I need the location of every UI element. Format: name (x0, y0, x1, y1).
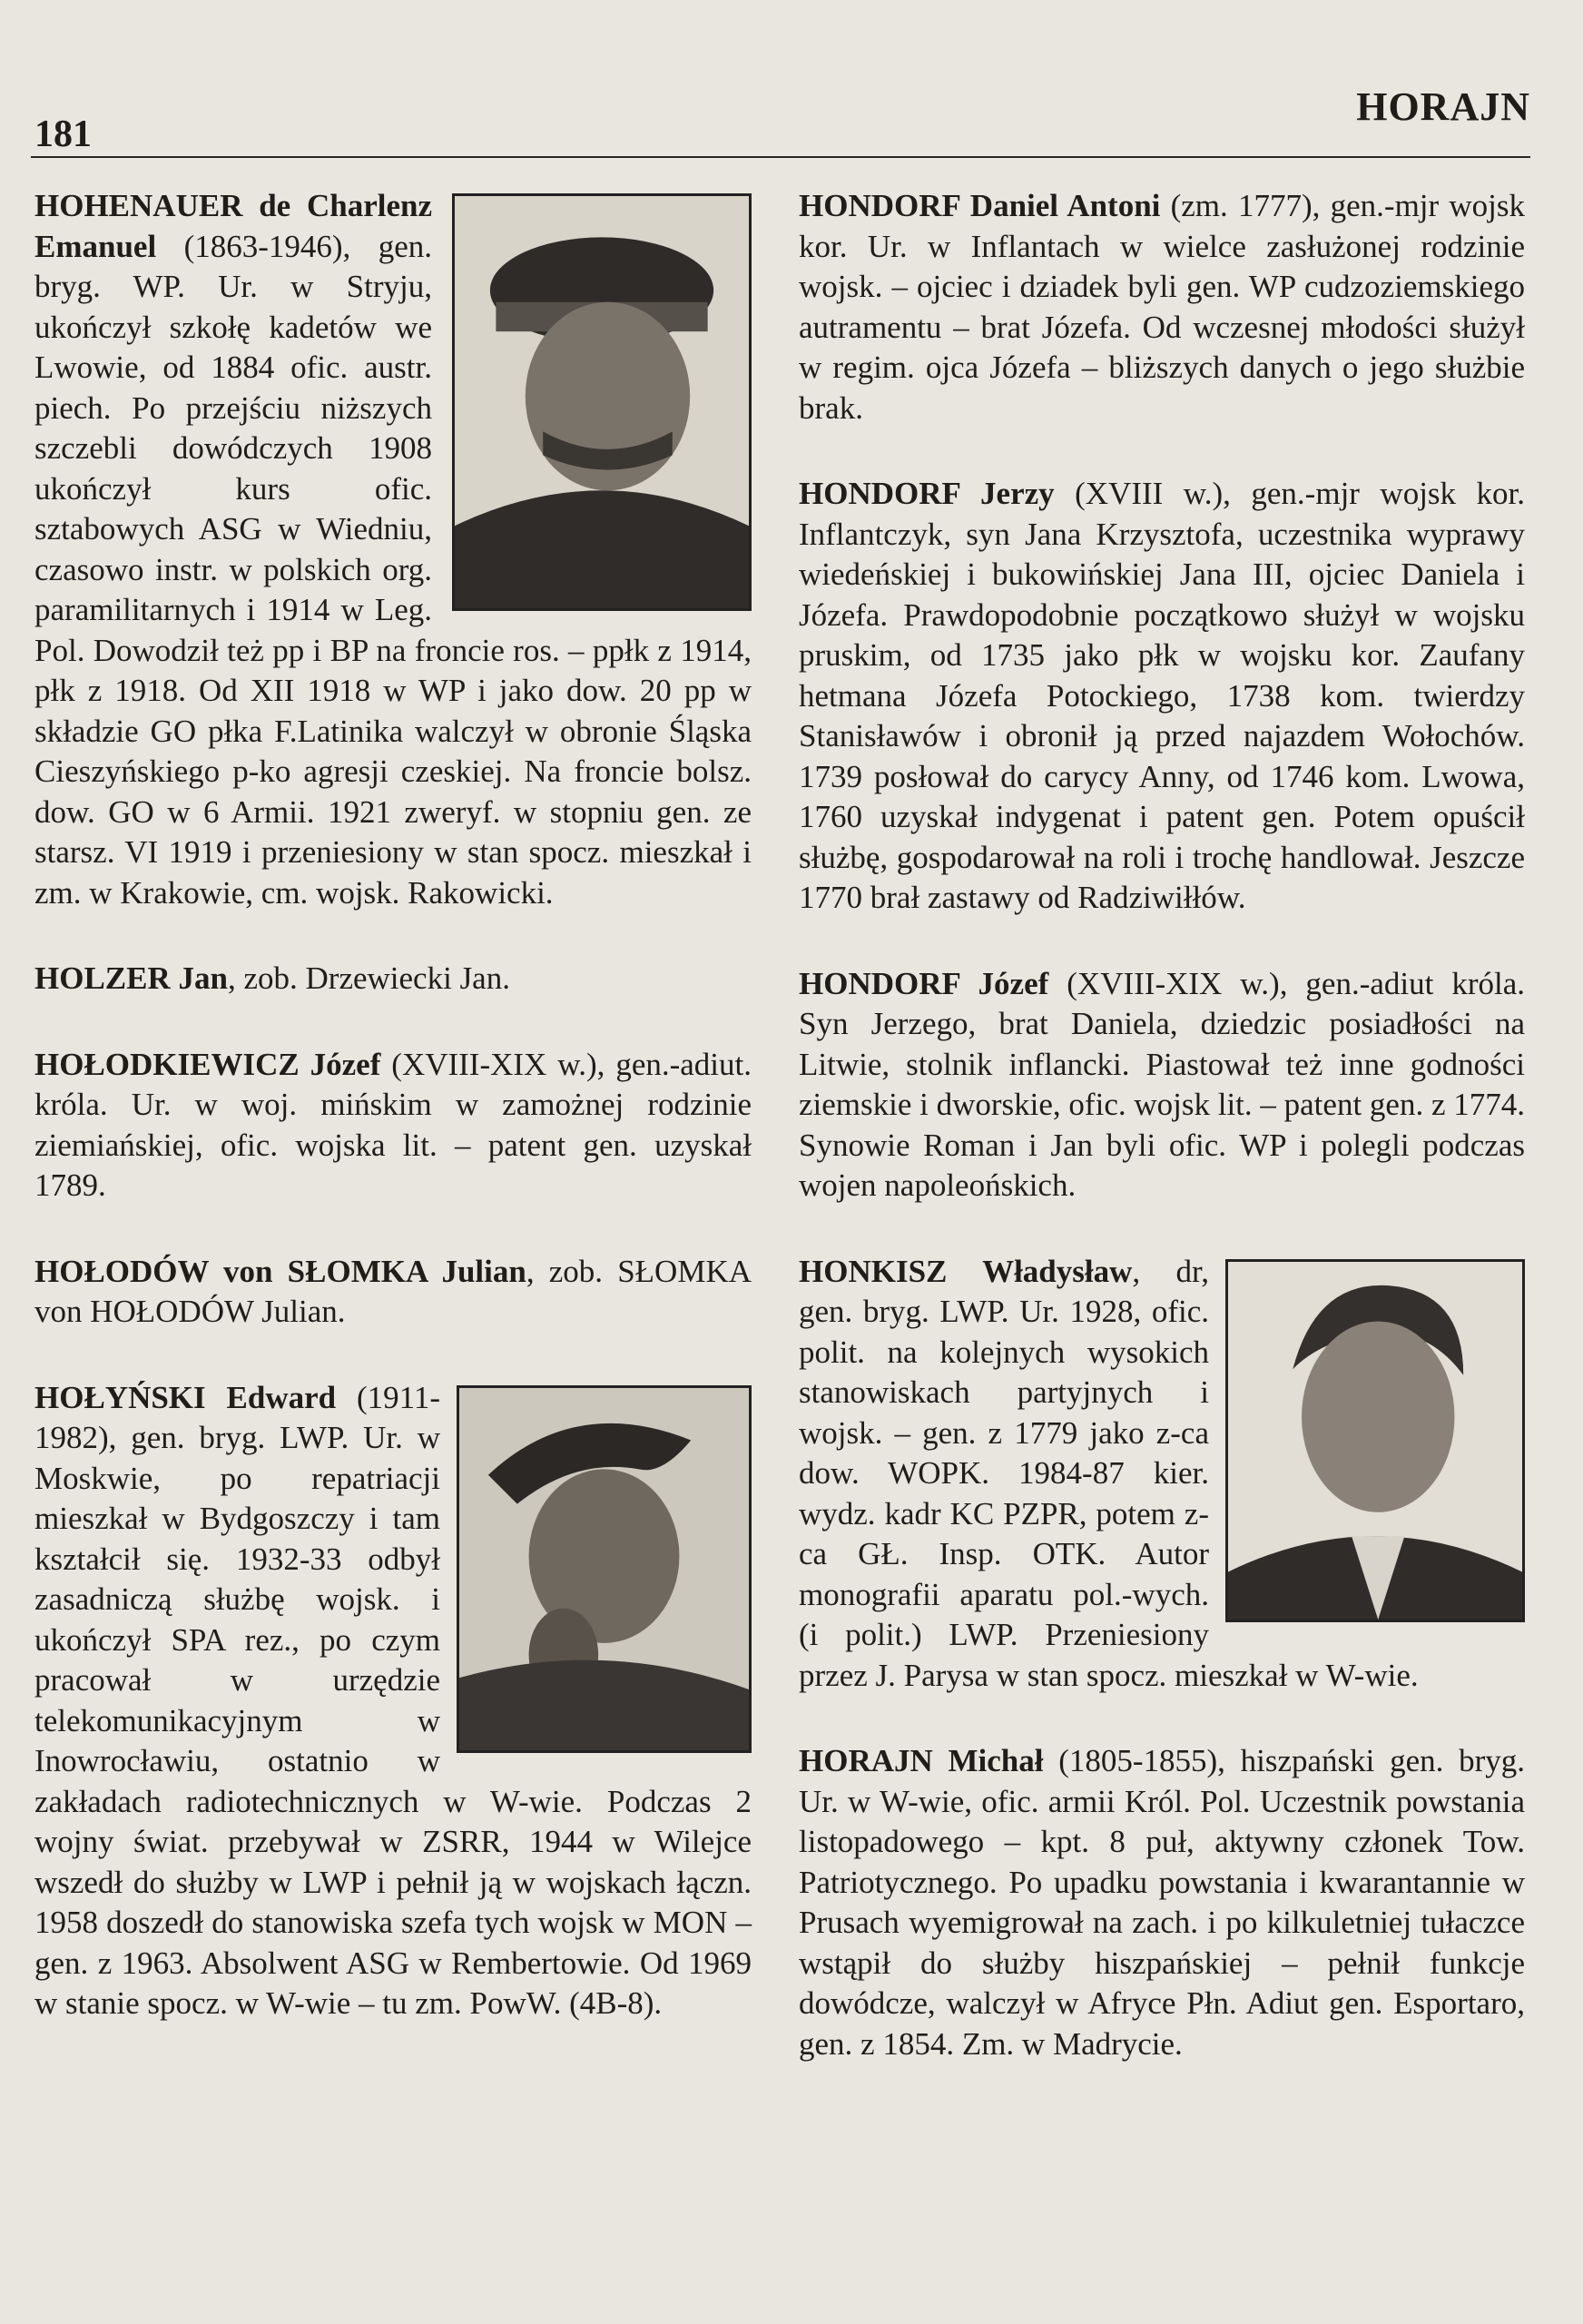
entry-text: (1805-1855), hiszpański gen. bryg. Ur. w W-wie, ofic. armii Król. Pol. Uczestnik powstania listopadowego – kpt. 8 puł, aktywny członek Tow. Patriotycznego. Po upadku powstania i kwarantannie w Prusach wyemigrował na zach. i po kilkuletniej tułaczce wstąpił do służby hiszpańskiej – pełnił funkcje dowódcze, walczył w Afryce Płn. Adiut gen. Esportaro, gen. z 1854. Zm. w Madrycie. (799, 1743, 1525, 2062)
entry-hondorf-jerzy (799, 474, 1525, 919)
entry-text: (zm. 1777), gen.-mjr wojsk kor. Ur. w Inflantach w wielce zasłużonej rodzinie wojsk. – ojciec i dziadek byli gen. WP cudzoziemskiego autramentu – brat Józefa. Od wczesnej młodości służył w regim. ojca Józefa – bliższych danych o jego służbie brak. (799, 188, 1526, 426)
entry-name: HONDORF Józef (799, 965, 1049, 1001)
entry-text: (XVIII-XIX w.), gen.-adiut króla. Syn Jerzego, brat Daniela, dziedzic posiadłości na Litwie, stolnik inflancki. Piastował też inne godności ziemskie i dworskie, ofic. wojsk lit. – patent gen. z 1774. Synowie Roman i Jan byli ofic. WP i polegli podczas wojen napoleońskich. (799, 965, 1526, 1203)
entry-name: HOŁYŃSKI Edward (34, 1379, 337, 1415)
entry-text: (XVIII w.), gen.-mjr wojsk kor. Inflantczyk, syn Jana Krzysztofa, uczestnika wyprawy wiedeńskiej i bukowińskiej Jana III, ojciec Daniela i Józefa. Prawdopodobnie początkowo służył w wojsku pruskim, od 1735 jako płk w wojsku kor. Zaufany hetmana Józefa Potockiego, 1738 kom. twierdzy Stanisławów i obronił ją przed najazdem Wołochów. 1739 posłował do carycy Anny, od 1746 kom. Lwowa, 1760 uzyskał indygenat i patent gen. Potem opuścił służbę, gospodarował na roli i trochę handlował. Jeszcze 1770 brał zastawy od Radziwiłłów. (799, 476, 1525, 915)
entry-name: HORAJN Michał (799, 1743, 1044, 1778)
entry-holzer (34, 959, 752, 1000)
entry-name: HOŁODÓW von SŁOMKA Julian (34, 1253, 526, 1289)
entry-text: , zob. Drzewiecki Jan. (227, 960, 510, 996)
entry-holynski (34, 1378, 752, 2024)
entry-hondorf-daniel (799, 186, 1525, 428)
portrait-photo-hohenauer (452, 193, 752, 611)
entry-text: (1911-1982), gen. bryg. LWP. Ur. w Moskwie, po repatriacji mieszkał w Bydgoszczy i tam kształcił się. 1932-33 odbył zasadniczą służbę wojsk. i ukończył SPA rez., po czym pracował w urzędzie telekomunikacyjnym w Inowrocławiu, ostatnio w zakładach radiotechnicznych w W-wie. Podczas 2 wojny świat. przebywał w ZSRR, 1944 w Wilejce wszedł do służby w LWP i pełnił ją w wojskach łączn. 1958 doszedł do stanowiska szefa tych wojsk w MON – gen. z 1963. Absolwent ASG w Rembertowie. Od 1969 w stanie spocz. w W-wie – tu zm. PowW. (4B-8). (34, 1379, 752, 2021)
entry-holodkiewicz (34, 1045, 752, 1206)
page-number: 181 (34, 113, 92, 155)
entry-honkisz (799, 1252, 1525, 1697)
entry-name: HOLZER Jan (34, 960, 228, 996)
portrait-photo-honkisz (1225, 1259, 1525, 1622)
left-column (34, 186, 752, 2070)
header-rule (31, 156, 1530, 158)
entry-name: HOHENAUER de Charlenz Emanuel (34, 188, 432, 264)
entry-text: (XVIII-XIX w.), gen.-adiut. króla. Ur. w woj. mińskim w zamożnej rodzinie ziemiańskiej, ofic. wojska lit. – patent gen. uzyskał 1789. (34, 1046, 752, 1203)
entry-name: HONDORF Jerzy (799, 476, 1055, 511)
entry-text: , zob. SŁOMKA von HOŁODÓW Julian. (34, 1253, 752, 1329)
entry-horajn (799, 1741, 1525, 2064)
entry-hohenauer (34, 186, 752, 913)
entry-name: HONKISZ Władysław (799, 1253, 1133, 1289)
entry-name: HOŁODKIEWICZ Józef (34, 1046, 381, 1082)
entry-text: (1863-1946), gen. bryg. WP. Ur. w Stryju, ukończył szkołę kadetów we Lwowie, od 1884 ofic. austr. piech. Po przejściu niższych szczebli dowódczych 1908 ukończył kurs ofic. sztabowych ASG w Wiedniu, czasowo instr. w polskich org. paramilitarnych i 1914 w Leg. Pol. Dowodził też pp i BP na froncie ros. – ppłk z 1914, płk z 1918. Od XII 1918 w WP i jako dow. 20 pp w składzie GO płka F.Latinika walczył w obronie Śląska Cieszyńskiego p-ko agresji czeskiej. Na froncie bolsz. dow. GO w 6 Armii. 1921 zweryf. w stopniu gen. ze starsz. VI 1919 i przeniesiony w stan spocz. mieszkał i zm. w Krakowie, cm. wojsk. Rakowicki. (34, 228, 752, 911)
entry-holodow (34, 1252, 752, 1333)
portrait-photo-holynski (457, 1385, 752, 1753)
right-column (799, 186, 1525, 2110)
page-header (31, 84, 1530, 162)
running-head: HORAJN (1356, 84, 1530, 129)
entry-text: , dr, gen. bryg. LWP. Ur. 1928, ofic. polit. na kolejnych wysokich stanowiskach partyjnych i wojsk. – gen. z 1779 jako z-ca dow. WOPK. 1984-87 kier. wydz. kadr KC PZPR, potem z-ca GŁ. Insp. OTK. Autor monografii aparatu pol.-wych. (i polit.) LWP. Przeniesiony przez J. Parysa w stan spocz. mieszkał w W-wie. (799, 1253, 1419, 1693)
portrait-hohenauer-icon (455, 196, 749, 608)
entry-hondorf-jozef (799, 964, 1525, 1206)
entry-name: HONDORF Daniel Antoni (799, 188, 1161, 223)
portrait-holynski-icon (459, 1388, 749, 1750)
portrait-honkisz-icon (1228, 1262, 1522, 1620)
